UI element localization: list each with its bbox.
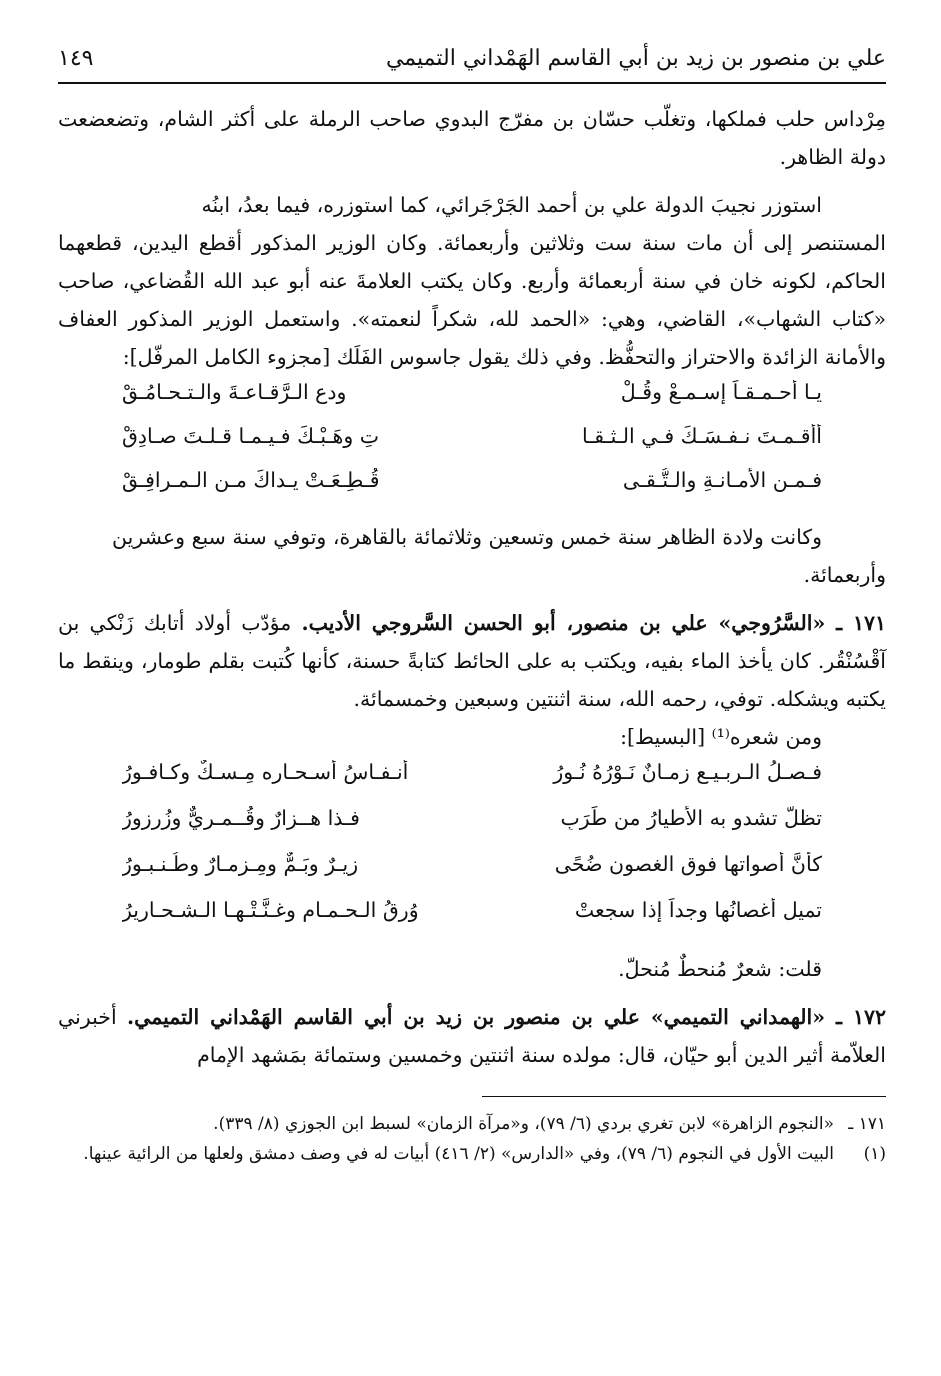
entry-172-heading: ١٧٢ ـ «الهمداني التميمي» علي بن منصور بن زيد بن أبي القاسم الهَمْداني التميمي. <box>127 1005 886 1029</box>
hemistich-first: فـصـلُ الـربـيـع زمـانٌ نَـوْرُهُ نُـورُ <box>553 760 822 784</box>
text-line: المستنصر إلى أن مات سنة ست وثلاثين وأربعمائة. وكان الوزير المذكور أقطع اليدين، <box>132 231 886 255</box>
footnote-text: «النجوم الزاهرة» لابن تغري بردي (٦/ ٧٩)، و«مرآة الزمان» لسبط ابن الجوزي (٨/ ٣٣٩). <box>213 1114 834 1134</box>
header-title: علي بن منصور بن زيد بن أبي القاسم الهَمْداني التميمي <box>385 46 886 71</box>
hemistich-second: وُرقُ الـحـمـام وغـنَّـتْـهـا الـشـحـاريرُ <box>122 898 419 922</box>
verse-line <box>58 806 886 852</box>
page-number: ١٤٩ <box>58 46 94 71</box>
poem-1 <box>58 380 886 512</box>
author-comment: قلت: شعرٌ مُنحطٌ مُنحلّ. <box>618 957 822 981</box>
paragraph-3 <box>58 518 886 556</box>
footnote-marker: ١٧١ ـ <box>848 1114 886 1134</box>
entry-172 <box>58 998 886 1074</box>
verse-line <box>58 468 886 512</box>
footnote-marker: (١) <box>863 1144 886 1164</box>
verse-line <box>58 424 886 468</box>
verse-line <box>58 760 886 806</box>
entry-171-heading: ١٧١ ـ «السَّرُوجي» علي بن منصور، أبو الحسن السَّروجي الأديب. <box>301 611 887 635</box>
text-line: وتضعضعت دولة الظاهر. <box>58 107 886 169</box>
text-line: القُضاعي، صاحب «كتاب الشهاب»، القاضي، وهي: «الحمد لله، شكراً لنعمته». واستعمل <box>58 269 886 331</box>
paragraph-1 <box>58 100 886 176</box>
book-page <box>58 42 886 1169</box>
hemistich-first: فـمـن الأمـانـةِ والـتُّـقـى <box>622 468 822 492</box>
footnote-rule <box>482 1096 886 1097</box>
verse-line <box>58 898 886 944</box>
text-line: زَنْكي بن آقْسُنْقُر. كان يأخذ الماء بفيه، ويكتب به على الحائط كتابةً حسنة، كأنها كُتبت بقلم <box>58 611 886 673</box>
text-line: قطعهما الحاكم، لكونه خان في سنة أربعمائة وأربع. وكان يكتب العلامةَ عنه أبو عبد الله <box>58 231 886 293</box>
footnote <box>58 1139 886 1169</box>
footnote <box>58 1109 886 1139</box>
text-line: الوزير المذكور العفاف والأمانة الزائدة والاحتراز والتحفُّظ. وفي ذلك يقول جاسوس الفَلَك <box>58 307 886 369</box>
entry-171-intro: مؤدّب أولاد أتابك <box>143 611 302 635</box>
hemistich-second: ودعِ الـرَّقـاعـةَ والـتـحـامُـقْ <box>122 380 347 404</box>
hemistich-second: قُـطِـعَـتْ يـداكَ مـن الـمـرافِـقْ <box>122 468 380 492</box>
text-line: استوزر نجيبَ الدولة علي بن أحمد الجَرْجَرائي، كما استوزره، فيما بعدُ، ابنُه <box>201 193 822 217</box>
text-line: طومار، وينقط ما يكتبه ويشكله. توفي، رحمه الله، سنة اثنتين وسبعين وخمسمائة. <box>58 649 886 711</box>
running-header <box>58 42 886 82</box>
hemistich-second: فـذا هــزارٌ وقُــمـريٌّ وزُرزورُ <box>122 806 360 830</box>
verse-line <box>58 380 886 424</box>
footnote-text: البيت الأول في النجوم (٦/ ٧٩)، وفي «الدارس» (٢/ ٤١٦) أبيات له في وصف دمشق ولعلها من الرائية عينها. <box>83 1144 834 1164</box>
header-rule <box>58 82 886 84</box>
paragraph-2-cont <box>58 224 886 376</box>
hemistich-second: زِيـرٌ وبَـمٌّ ومِـزمـارٌ وطُـنـبـورُ <box>122 852 359 876</box>
hemistich-second: تِ وهَـبْـكَ فـيـمـا قـلـتَ صـادِقْ <box>122 424 380 448</box>
poem-2 <box>58 760 886 944</box>
hemistich-second: أنـفـاسُ أسـحـاره مِـسـكٌ وكـافـورُ <box>122 760 409 784</box>
hemistich-first: تظلُّ تشدو به الأطيارُ من طَرَبٍ <box>560 806 822 830</box>
hemistich-first: أأقـمـتَ نـفـسَـكَ فـي الـثـقـا <box>581 424 822 448</box>
text-line: وأربعمائة. <box>803 563 886 587</box>
paragraph-3-cont <box>58 556 886 594</box>
text-line: [مجزوء الكامل المرفّل]: <box>122 345 331 369</box>
poetry-intro: ومن شعره⁽¹⁾ [البسيط]: <box>620 725 822 749</box>
text-line: أخبرني العلاّمة أثير الدين أبو حيّان، قال: مولده سنة اثنتين وخمسين وستمائة بمَشهد الإمام <box>58 1005 886 1067</box>
text-line: مِرْداس حلب فملكها، وتغلّب حسّان بن مفرّج البدوي صاحب الرملة على أكثر الشام، <box>157 107 886 131</box>
verse-line <box>58 852 886 898</box>
paragraph-2 <box>58 186 886 224</box>
hemistich-first: تميل أغصانُها وجداً إذا سجعتْ <box>574 898 822 922</box>
entry-171 <box>58 604 886 718</box>
hemistich-first: كأنَّ أصواتها فوق الغصون ضُحًى <box>554 852 822 876</box>
text-line: وكانت ولادة الظاهر سنة خمس وتسعين وثلاثمائة بالقاهرة، وتوفي سنة سبع وعشرين <box>112 525 822 549</box>
hemistich-first: يـا أحـمـقـاً إسـمـعْ وقُـلْ <box>620 380 822 404</box>
